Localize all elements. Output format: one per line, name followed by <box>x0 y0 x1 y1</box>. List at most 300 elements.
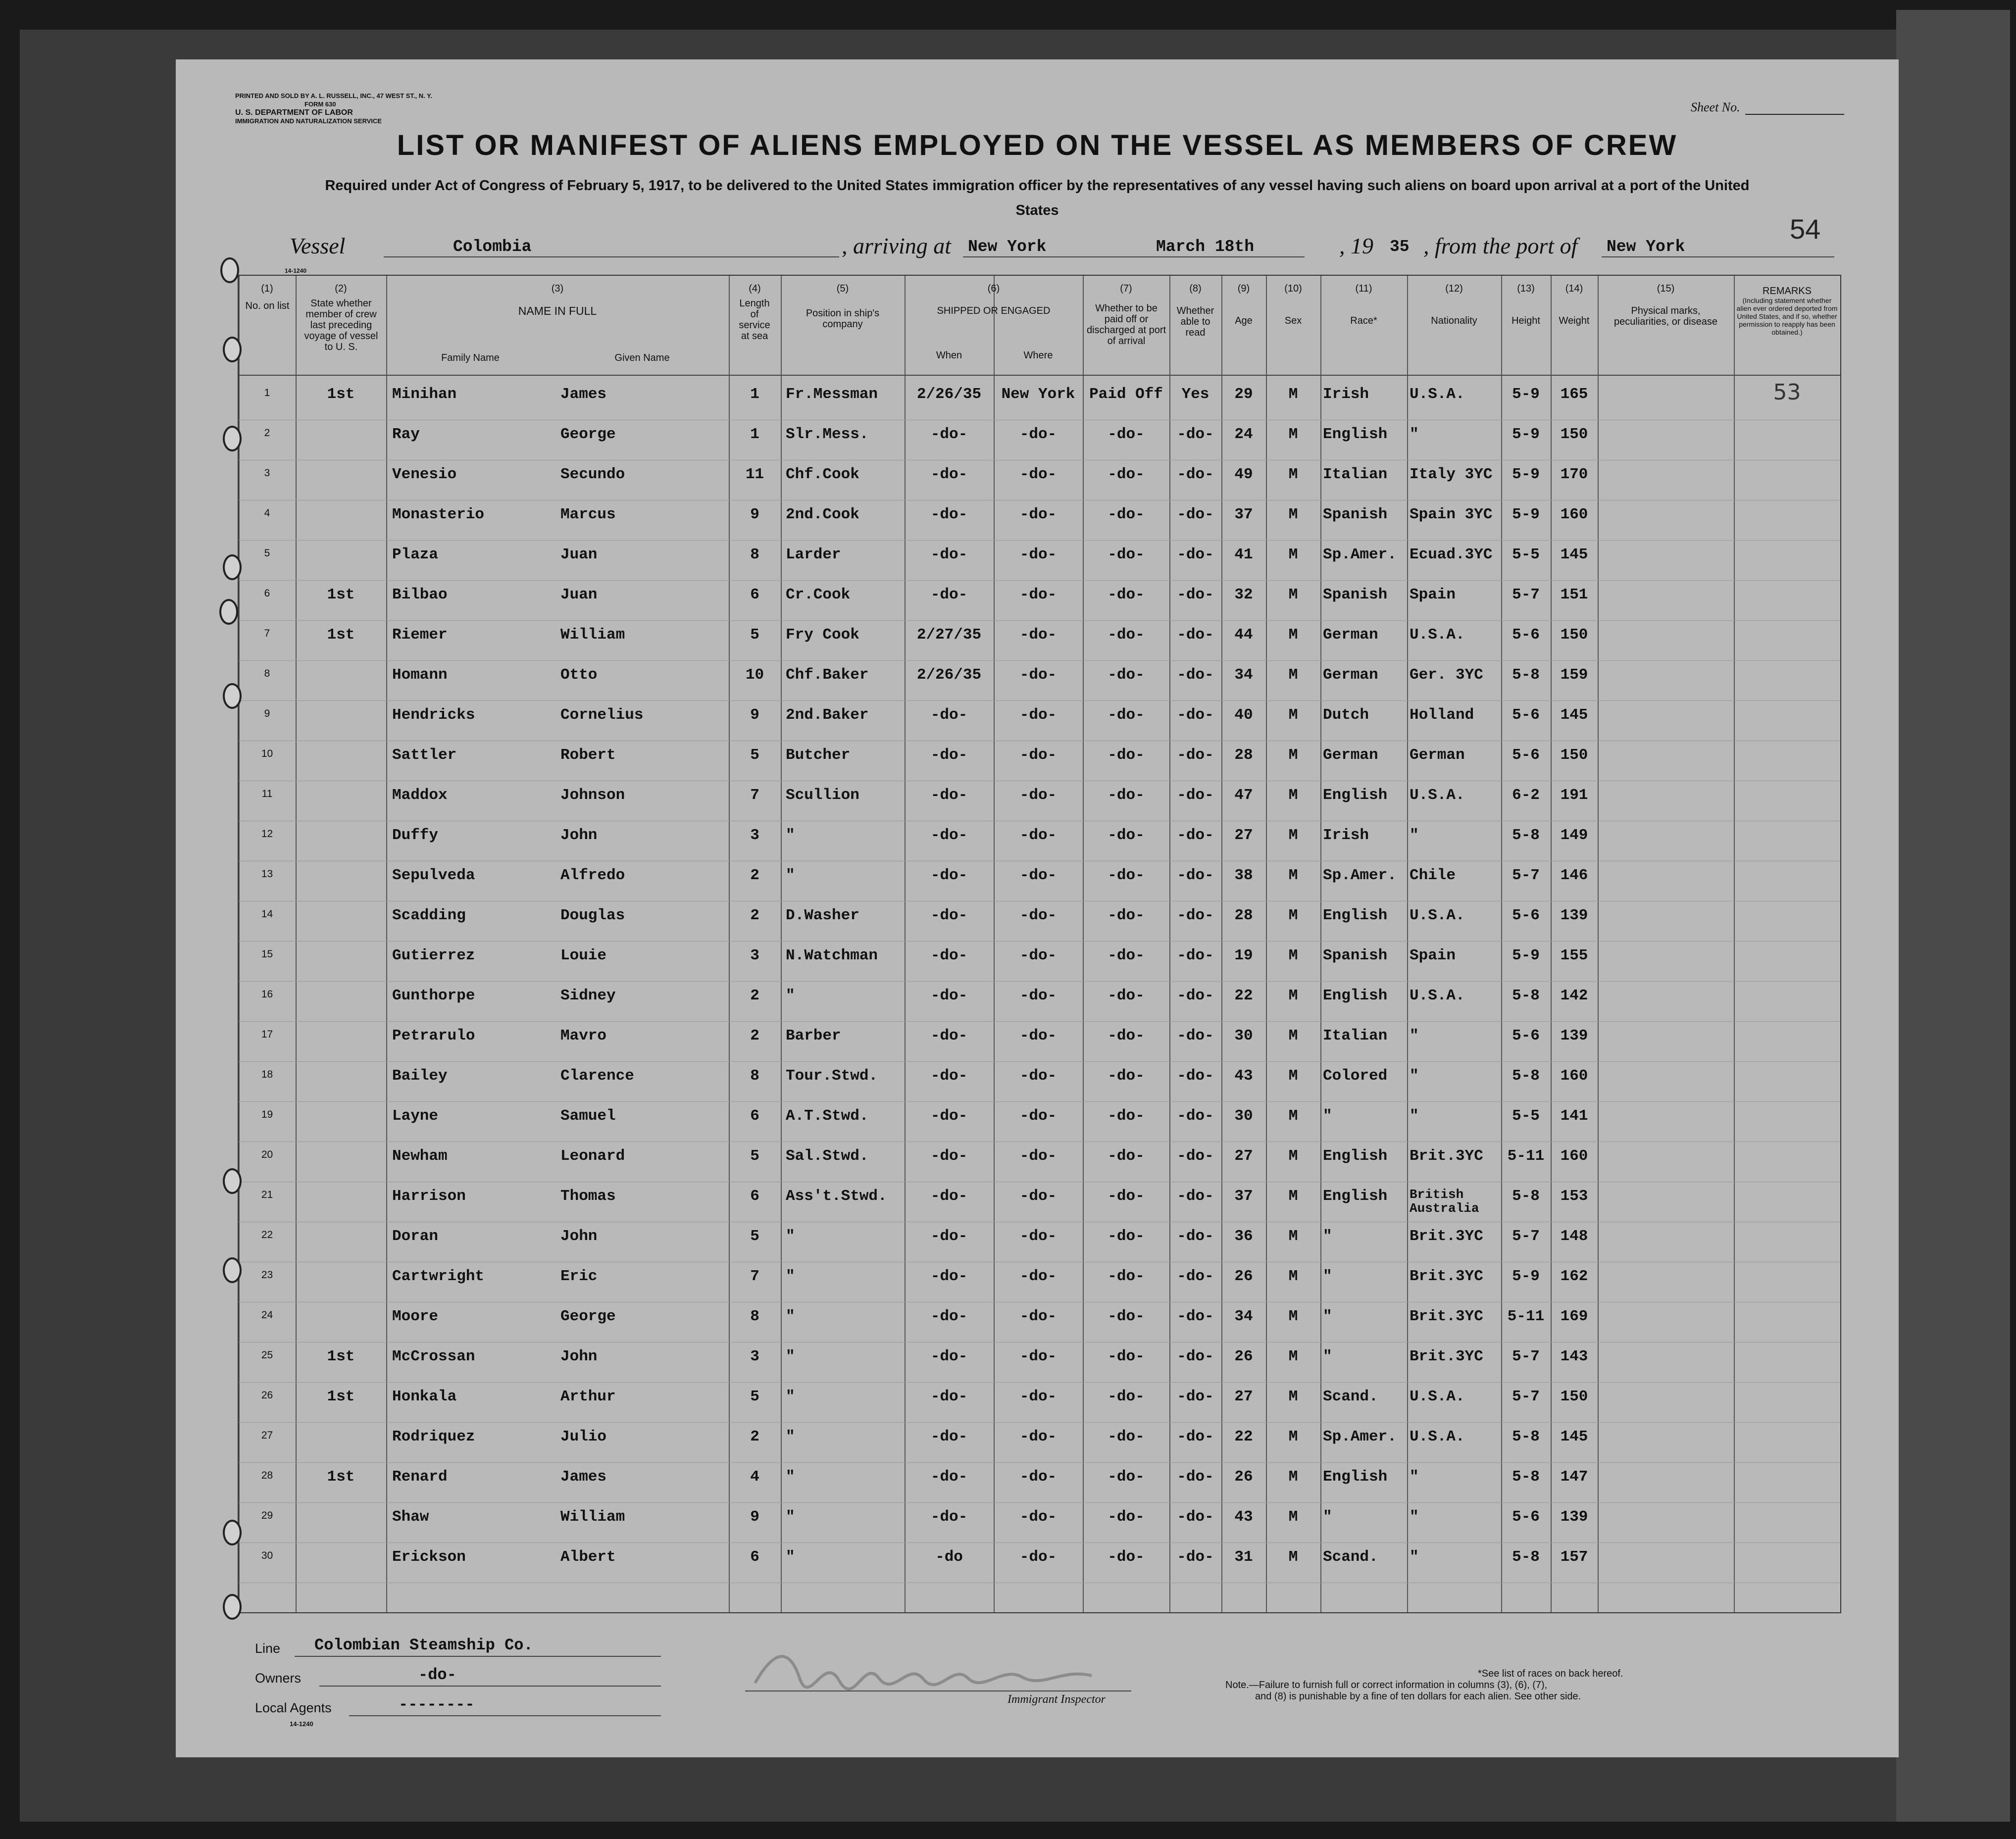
cell-family: Homann <box>392 666 448 684</box>
cell-paid: -do- <box>1108 1067 1145 1085</box>
col-age-num: (9) <box>1237 283 1250 294</box>
cell-paid: -do- <box>1108 1508 1145 1526</box>
cell-position: " <box>786 1228 795 1245</box>
cell-weight: 139 <box>1560 907 1588 924</box>
cell-given: John <box>560 1228 598 1245</box>
form-line: FORM 630 <box>304 100 336 108</box>
cell-age: 31 <box>1234 1548 1253 1566</box>
line-value: Colombian Steamship Co. <box>314 1636 533 1654</box>
cell-read: -do- <box>1177 626 1214 644</box>
cell-given: William <box>560 1508 625 1526</box>
cell-no: 23 <box>261 1269 273 1281</box>
corner-number: 54 <box>1790 213 1821 245</box>
binder-hole <box>220 257 239 283</box>
row-rule <box>239 981 1840 982</box>
row-rule <box>239 1502 1840 1503</box>
cell-sex: M <box>1288 1107 1298 1125</box>
cell-given: Thomas <box>560 1188 616 1205</box>
cell-position: Scullion <box>786 787 859 804</box>
cell-sex: M <box>1288 386 1298 403</box>
cell-read: -do- <box>1177 1428 1214 1445</box>
cell-height: 5-8 <box>1512 666 1540 684</box>
cell-age: 41 <box>1234 546 1253 563</box>
cell-when: 2/26/35 <box>916 386 982 403</box>
col-service-header: Length of service at sea <box>739 298 770 342</box>
cell-no: 2 <box>264 427 270 439</box>
cell-position: D.Washer <box>786 907 859 924</box>
cell-when: -do- <box>930 827 968 844</box>
cell-paid: -do- <box>1108 1388 1145 1405</box>
col-prev-header: State whether member of crew last preceding voyage of vessel to U. S. <box>304 298 378 352</box>
cell-family: Ray <box>392 426 420 443</box>
cell-paid: -do- <box>1108 907 1145 924</box>
cell-service: 9 <box>750 1508 759 1526</box>
cell-race: " <box>1323 1268 1332 1285</box>
cell-nat: German <box>1410 746 1465 764</box>
cell-nat: Brit.3YC <box>1410 1268 1483 1285</box>
cell-read: -do- <box>1177 1067 1214 1085</box>
cell-weight: 159 <box>1560 666 1588 684</box>
cell-position: Sal.Stwd. <box>786 1147 869 1165</box>
col-weight-header: Weight <box>1559 315 1590 326</box>
cell-family: Gutierrez <box>392 947 475 964</box>
cell-paid: -do- <box>1108 426 1145 443</box>
cell-when: -do- <box>930 426 968 443</box>
cell-when: -do- <box>930 1468 968 1486</box>
cell-family: Scadding <box>392 907 466 924</box>
cell-nat: " <box>1410 1027 1419 1044</box>
cell-when: -do- <box>930 867 968 884</box>
backing-sheet-edge <box>1896 10 2010 1822</box>
cell-age: 44 <box>1234 626 1253 644</box>
cell-where: -do- <box>1019 1147 1057 1165</box>
cell-age: 22 <box>1234 1428 1253 1445</box>
cell-position: " <box>786 1268 795 1285</box>
cell-race: Scand. <box>1323 1388 1378 1405</box>
cell-weight: 146 <box>1560 867 1588 884</box>
cell-no: 18 <box>261 1069 273 1080</box>
cell-paid: -do- <box>1108 867 1145 884</box>
cell-nat: U.S.A. <box>1410 787 1465 804</box>
inspector-signature <box>745 1643 1131 1698</box>
cell-position: Ass't.Stwd. <box>786 1188 887 1205</box>
cell-when: -do- <box>930 506 968 523</box>
from-port-underline <box>1602 256 1834 257</box>
cell-when: -do- <box>930 1348 968 1365</box>
cell-family: Bailey <box>392 1067 448 1085</box>
cell-no: 3 <box>264 467 270 479</box>
cell-age: 40 <box>1234 706 1253 724</box>
cell-height: 5-8 <box>1512 1428 1540 1445</box>
cell-nat: British Australia <box>1410 1187 1479 1216</box>
cell-sex: M <box>1288 586 1298 603</box>
cell-weight: 155 <box>1560 947 1588 964</box>
cell-age: 49 <box>1234 466 1253 483</box>
cell-when: -do- <box>930 466 968 483</box>
cell-service: 1 <box>750 386 759 403</box>
cell-sex: M <box>1288 947 1298 964</box>
cell-paid: -do- <box>1108 746 1145 764</box>
binder-hole <box>223 1257 242 1283</box>
cell-nat: Spain <box>1410 947 1456 964</box>
cell-no: 4 <box>264 507 270 519</box>
cell-service: 5 <box>750 626 759 644</box>
cell-given: Mavro <box>560 1027 607 1044</box>
cell-position: " <box>786 987 795 1004</box>
cell-race: Sp.Amer. <box>1323 1428 1397 1445</box>
cell-race: Irish <box>1323 386 1369 403</box>
cell-race: Dutch <box>1323 706 1369 724</box>
cell-where: -do- <box>1019 1067 1057 1085</box>
cell-where: -do- <box>1019 987 1057 1004</box>
line-label: Line <box>255 1641 281 1656</box>
cell-weight: 145 <box>1560 546 1588 563</box>
col-remarks-header: REMARKS <box>1763 286 1812 297</box>
cell-sex: M <box>1288 1348 1298 1365</box>
cell-read: -do- <box>1177 947 1214 964</box>
cell-position: Cr.Cook <box>786 586 851 603</box>
cell-where: -do- <box>1019 626 1057 644</box>
cell-age: 30 <box>1234 1027 1253 1044</box>
cell-height: 5-9 <box>1512 466 1540 483</box>
cell-read: -do- <box>1177 1468 1214 1486</box>
cell-read: -do- <box>1177 987 1214 1004</box>
penalty-note-2: and (8) is punishable by a fine of ten dollars for each alien. See other side. <box>1255 1691 1581 1702</box>
department-line: U. S. DEPARTMENT OF LABOR <box>235 108 353 117</box>
cell-paid: -do- <box>1108 1548 1145 1566</box>
cell-race: English <box>1323 1468 1388 1486</box>
cell-remarks: 53 <box>1773 380 1801 405</box>
cell-where: -do- <box>1019 947 1057 964</box>
cell-paid: -do- <box>1108 1468 1145 1486</box>
cell-weight: 191 <box>1560 787 1588 804</box>
cell-given: Johnson <box>560 787 625 804</box>
cell-sex: M <box>1288 466 1298 483</box>
cell-height: 5-8 <box>1512 1188 1540 1205</box>
col-shipped-header: SHIPPED OR ENGAGED <box>937 305 1051 316</box>
cell-height: 5-9 <box>1512 1268 1540 1285</box>
cell-position: " <box>786 1428 795 1445</box>
footer-form-number: 14-1240 <box>290 1720 313 1728</box>
cell-where: -do- <box>1019 1188 1057 1205</box>
cell-nat: " <box>1410 1548 1419 1566</box>
cell-no: 25 <box>261 1349 273 1361</box>
arriving-label: , arriving at <box>842 233 952 258</box>
cell-age: 22 <box>1234 987 1253 1004</box>
cell-where: -do- <box>1019 546 1057 563</box>
sheet-number-line <box>1745 114 1844 115</box>
cell-when: -do- <box>930 1188 968 1205</box>
binder-hole <box>223 554 242 580</box>
cell-given: James <box>560 1468 607 1486</box>
cell-read: -do- <box>1177 586 1214 603</box>
cell-when: -do- <box>930 1428 968 1445</box>
cell-where: -do- <box>1019 666 1057 684</box>
cell-where: -do- <box>1019 827 1057 844</box>
cell-family: Erickson <box>392 1548 466 1566</box>
manifest-page <box>176 59 1899 1757</box>
cell-weight: 139 <box>1560 1508 1588 1526</box>
col-family-header: Family Name <box>441 352 500 363</box>
cell-height: 5-7 <box>1512 586 1540 603</box>
col-read-num: (8) <box>1189 283 1202 294</box>
arrival-port: New York <box>968 238 1047 256</box>
cell-age: 28 <box>1234 907 1253 924</box>
agents-value: -------- <box>399 1695 475 1714</box>
cell-where: -do- <box>1019 746 1057 764</box>
cell-race: Italian <box>1323 466 1388 483</box>
cell-height: 5-6 <box>1512 706 1540 724</box>
cell-height: 5-8 <box>1512 987 1540 1004</box>
cell-when: -do- <box>930 1147 968 1165</box>
cell-sex: M <box>1288 506 1298 523</box>
cell-sex: M <box>1288 666 1298 684</box>
cell-nat: Spain 3YC <box>1410 506 1493 523</box>
cell-nat: U.S.A. <box>1410 386 1465 403</box>
cell-read: -do- <box>1177 1388 1214 1405</box>
row-rule <box>239 1382 1840 1383</box>
cell-when: -do- <box>930 586 968 603</box>
cell-no: 7 <box>264 628 270 639</box>
cell-no: 20 <box>261 1149 273 1160</box>
cell-given: Albert <box>560 1548 616 1566</box>
cell-where: -do- <box>1019 1468 1057 1486</box>
cell-service: 3 <box>750 947 759 964</box>
cell-race: Sp.Amer. <box>1323 546 1397 563</box>
cell-position: " <box>786 867 795 884</box>
cell-position: A.T.Stwd. <box>786 1107 869 1125</box>
cell-when: -do- <box>930 1308 968 1325</box>
cell-family: Cartwright <box>392 1268 485 1285</box>
cell-given: Sidney <box>560 987 616 1004</box>
cell-prev: 1st <box>327 1388 355 1405</box>
row-rule <box>239 941 1840 942</box>
col-read-header: Whether able to read <box>1176 305 1214 338</box>
cell-where: -do- <box>1019 426 1057 443</box>
cell-nat: Holland <box>1410 706 1474 724</box>
cell-sex: M <box>1288 1308 1298 1325</box>
cell-service: 6 <box>750 1188 759 1205</box>
cell-height: 5-8 <box>1512 1067 1540 1085</box>
cell-weight: 160 <box>1560 506 1588 523</box>
cell-read: -do- <box>1177 1147 1214 1165</box>
cell-read: -do- <box>1177 506 1214 523</box>
cell-given: Leonard <box>560 1147 625 1165</box>
binder-hole <box>223 1594 242 1620</box>
cell-position: Slr.Mess. <box>786 426 869 443</box>
col-marks-header: Physical marks, peculiarities, or disease <box>1614 305 1717 327</box>
cell-age: 30 <box>1234 1107 1253 1125</box>
cell-family: Layne <box>392 1107 439 1125</box>
cell-race: " <box>1323 1308 1332 1325</box>
cell-race: " <box>1323 1228 1332 1245</box>
cell-where: -do- <box>1019 1548 1057 1566</box>
col-height-header: Height <box>1512 315 1540 326</box>
cell-when: -do- <box>930 1027 968 1044</box>
cell-read: -do- <box>1177 1348 1214 1365</box>
cell-paid: -do- <box>1108 1308 1145 1325</box>
cell-nat: " <box>1410 827 1419 844</box>
cell-race: Colored <box>1323 1067 1388 1085</box>
printer-imprint <box>235 92 432 125</box>
col-height-num: (13) <box>1517 283 1535 294</box>
cell-paid: -do- <box>1108 1147 1145 1165</box>
cell-race: English <box>1323 1147 1388 1165</box>
cell-read: -do- <box>1177 1548 1214 1566</box>
col-race-num: (11) <box>1355 283 1372 294</box>
cell-service: 2 <box>750 1428 759 1445</box>
cell-given: Eric <box>560 1268 598 1285</box>
cell-prev: 1st <box>327 1348 355 1365</box>
cell-no: 8 <box>264 668 270 679</box>
cell-sex: M <box>1288 1067 1298 1085</box>
cell-no: 9 <box>264 708 270 719</box>
cell-where: -do- <box>1019 1388 1057 1405</box>
cell-when: -do- <box>930 907 968 924</box>
cell-nat: Ger. 3YC <box>1410 666 1483 684</box>
cell-sex: M <box>1288 1428 1298 1445</box>
cell-sex: M <box>1288 746 1298 764</box>
cell-weight: 153 <box>1560 1188 1588 1205</box>
cell-paid: -do- <box>1108 1428 1145 1445</box>
cell-weight: 157 <box>1560 1548 1588 1566</box>
cell-given: Samuel <box>560 1107 616 1125</box>
col-position-header: Position in ship's company <box>806 308 880 330</box>
cell-height: 5-5 <box>1512 1107 1540 1125</box>
cell-service: 6 <box>750 1107 759 1125</box>
owners-value: -do- <box>418 1666 456 1684</box>
cell-where: -do- <box>1019 907 1057 924</box>
year-prefix: , 19 <box>1339 233 1373 258</box>
cell-paid: -do- <box>1108 1027 1145 1044</box>
col-name-header: NAME IN FULL <box>518 304 597 317</box>
col-race-header: Race* <box>1350 315 1377 326</box>
cell-weight: 145 <box>1560 1428 1588 1445</box>
cell-paid: -do- <box>1108 1268 1145 1285</box>
cell-where: New York <box>1001 386 1075 403</box>
cell-weight: 169 <box>1560 1308 1588 1325</box>
row-rule <box>239 1422 1840 1423</box>
cell-position: 2nd.Baker <box>786 706 869 724</box>
cell-read: -do- <box>1177 1228 1214 1245</box>
cell-read: -do- <box>1177 666 1214 684</box>
agents-underline <box>349 1715 661 1716</box>
cell-no: 16 <box>261 989 273 1000</box>
cell-paid: -do- <box>1108 947 1145 964</box>
cell-given: George <box>560 426 616 443</box>
cell-read: -do- <box>1177 827 1214 844</box>
from-port-label: , from the port of <box>1423 233 1578 258</box>
cell-family: McCrossan <box>392 1348 475 1365</box>
cell-given: Marcus <box>560 506 616 523</box>
cell-service: 8 <box>750 546 759 563</box>
cell-sex: M <box>1288 867 1298 884</box>
cell-read: -do- <box>1177 546 1214 563</box>
col-when-header: When <box>936 350 962 361</box>
cell-position: N.Watchman <box>786 947 878 964</box>
footer-notes <box>1225 1668 1623 1702</box>
cell-position: Fry Cook <box>786 626 859 644</box>
cell-when: -do- <box>930 1107 968 1125</box>
cell-given: Julio <box>560 1428 607 1445</box>
service-line: IMMIGRATION AND NATURALIZATION SERVICE <box>235 117 382 125</box>
cell-read: -do- <box>1177 466 1214 483</box>
cell-when: -do- <box>930 1268 968 1285</box>
cell-paid: -do- <box>1108 1348 1145 1365</box>
penalty-note-1: Note.—Failure to furnish full or correct information in columns (3), (6), (7), <box>1225 1680 1548 1690</box>
cell-given: Alfredo <box>560 867 625 884</box>
races-note: *See list of races on back hereof. <box>1478 1668 1623 1679</box>
cell-age: 27 <box>1234 1388 1253 1405</box>
cell-read: Yes <box>1181 386 1210 403</box>
cell-given: Juan <box>560 546 598 563</box>
cell-service: 8 <box>750 1308 759 1325</box>
cell-height: 5-7 <box>1512 1388 1540 1405</box>
cell-when: -do- <box>930 1228 968 1245</box>
cell-where: -do- <box>1019 1348 1057 1365</box>
cell-race: " <box>1323 1508 1332 1526</box>
cell-age: 26 <box>1234 1268 1253 1285</box>
cell-service: 5 <box>750 746 759 764</box>
col-service-num: (4) <box>749 283 761 294</box>
cell-no: 29 <box>261 1510 273 1521</box>
cell-age: 24 <box>1234 426 1253 443</box>
cell-where: -do- <box>1019 1027 1057 1044</box>
cell-given: Otto <box>560 666 598 684</box>
cell-when: -do- <box>930 1067 968 1085</box>
cell-where: -do- <box>1019 706 1057 724</box>
cell-prev: 1st <box>327 626 355 644</box>
cell-race: " <box>1323 1348 1332 1365</box>
col-name-num: (3) <box>551 283 564 294</box>
cell-race: Sp.Amer. <box>1323 867 1397 884</box>
cell-service: 5 <box>750 1228 759 1245</box>
cell-paid: -do- <box>1108 1228 1145 1245</box>
row-rule <box>239 700 1840 701</box>
cell-no: 30 <box>261 1550 273 1561</box>
col-where-header: Where <box>1023 350 1053 361</box>
cell-nat: Brit.3YC <box>1410 1147 1483 1165</box>
cell-age: 28 <box>1234 746 1253 764</box>
cell-nat: " <box>1410 1508 1419 1526</box>
col-weight-num: (14) <box>1565 283 1583 294</box>
cell-family: Sepulveda <box>392 867 475 884</box>
cell-position: Larder <box>786 546 841 563</box>
cell-height: 5-6 <box>1512 1508 1540 1526</box>
cell-position: Butcher <box>786 746 851 764</box>
cell-nat: U.S.A. <box>1410 987 1465 1004</box>
cell-sex: M <box>1288 1268 1298 1285</box>
cell-nat: " <box>1410 426 1419 443</box>
cell-family: Venesio <box>392 466 457 483</box>
cell-height: 5-9 <box>1512 426 1540 443</box>
binder-hole <box>223 1168 242 1194</box>
cell-service: 5 <box>750 1388 759 1405</box>
cell-sex: M <box>1288 907 1298 924</box>
cell-read: -do- <box>1177 746 1214 764</box>
cell-where: -do- <box>1019 787 1057 804</box>
cell-read: -do- <box>1177 1308 1214 1325</box>
cell-when: -do- <box>930 746 968 764</box>
cell-sex: M <box>1288 987 1298 1004</box>
cell-where: -do- <box>1019 1228 1057 1245</box>
cell-sex: M <box>1288 1188 1298 1205</box>
cell-age: 26 <box>1234 1468 1253 1486</box>
cell-paid: -do- <box>1108 1107 1145 1125</box>
cell-race: English <box>1323 1188 1388 1205</box>
cell-read: -do- <box>1177 907 1214 924</box>
cell-given: John <box>560 1348 598 1365</box>
